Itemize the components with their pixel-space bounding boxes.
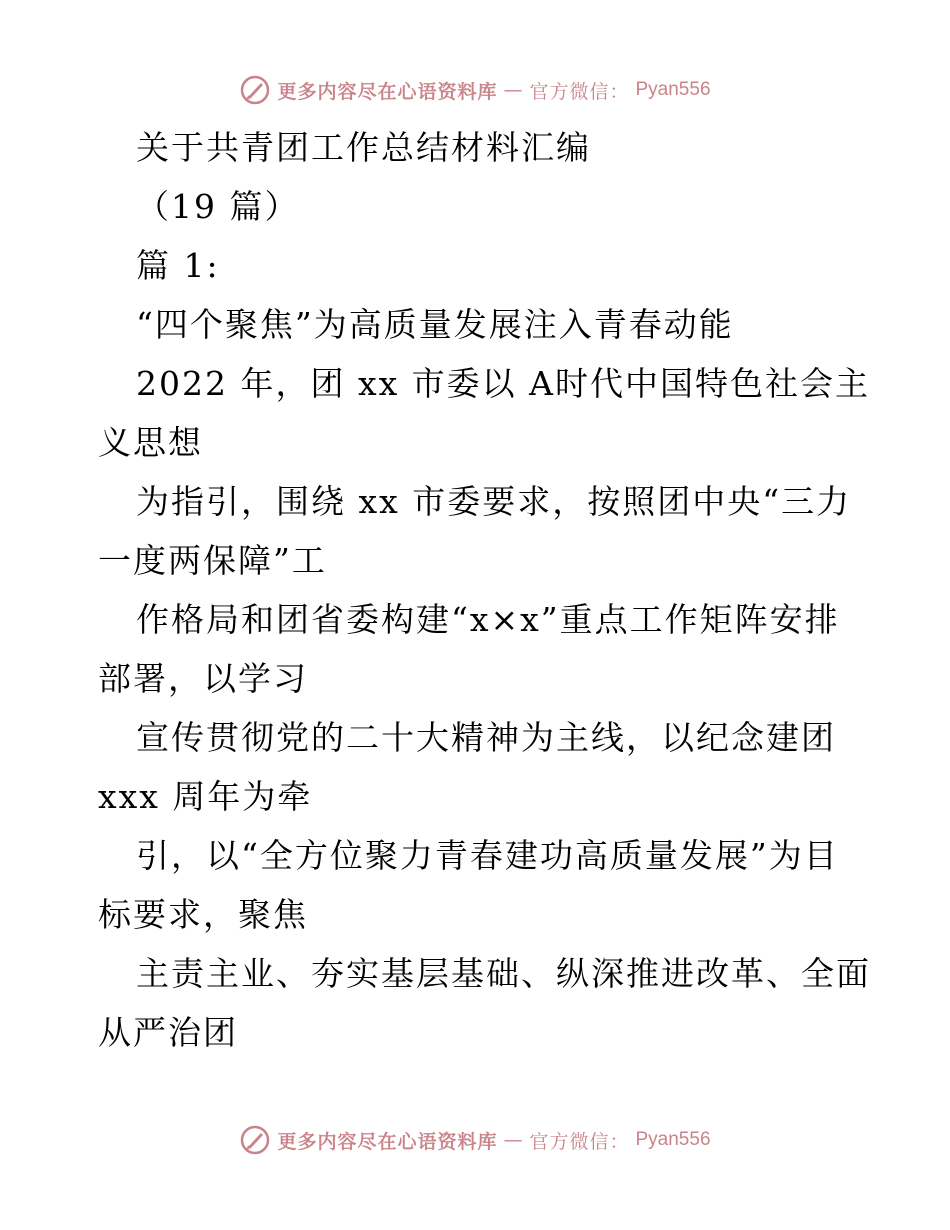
text-line: （19 篇） [136, 187, 300, 226]
quill-logo-icon [239, 74, 271, 106]
text-line: 宣传贯彻党的二十大精神为主线，以纪念建团 [136, 718, 836, 757]
header-watermark [0, 72, 950, 108]
watermark-wechat-id: Pyan556 [635, 79, 711, 100]
text-line: 2022 年，团 xx 市委以 A时代中国特色社会主 [136, 364, 870, 403]
footer-watermark [0, 1122, 950, 1158]
watermark-sub-text: 官方微信： [529, 1130, 630, 1153]
text-line: xxx 周年为牵 [98, 777, 313, 816]
text-line: 关于共青团工作总结材料汇编 [136, 128, 591, 167]
text-line: 义思想 [98, 423, 203, 462]
text-line: 部署，以学习 [98, 659, 308, 698]
text-line: 主责主业、夯实基层基础、纵深推进改革、全面 [136, 954, 871, 993]
text-line: “四个聚焦”为高质量发展注入青春动能 [136, 305, 734, 344]
text-line: 篇 1: [136, 246, 220, 285]
text-line: 标要求，聚焦 [98, 895, 308, 934]
watermark-dash: — [503, 79, 524, 101]
text-line: 引，以“全方位聚力青春建功高质量发展”为目 [136, 836, 839, 875]
watermark-dash: — [503, 1129, 524, 1151]
text-line: 一度两保障”工 [98, 541, 327, 580]
text-line: 作格局和团省委构建“x×x”重点工作矩阵安排 [136, 600, 840, 639]
watermark-sub-text: 官方微信： [529, 80, 630, 103]
watermark-main-text: 更多内容尽在心语资料库 [277, 80, 498, 103]
document-body [98, 118, 871, 1062]
text-line: 为指引，围绕 xx 市委要求，按照团中央“三力 [136, 482, 852, 521]
quill-logo-icon [239, 1124, 271, 1156]
watermark-wechat-id: Pyan556 [635, 1129, 711, 1150]
text-line: 从严治团 [98, 1013, 238, 1052]
watermark-main-text: 更多内容尽在心语资料库 [277, 1130, 498, 1153]
